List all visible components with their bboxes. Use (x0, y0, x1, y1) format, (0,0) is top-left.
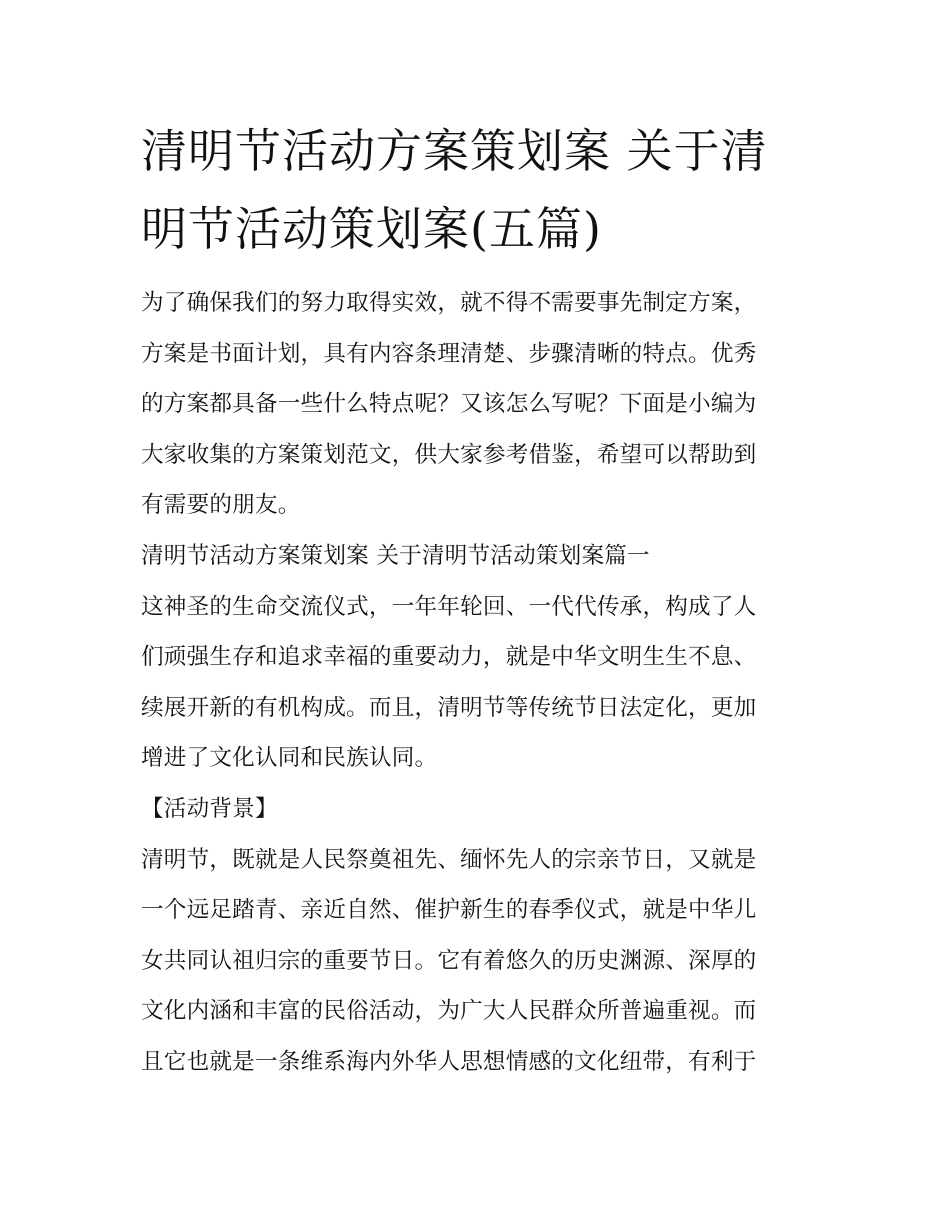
intro-paragraph-line: 为了确保我们的努力取得实效，就不得不需要事先制定方案， (141, 290, 757, 316)
document-title (141, 112, 813, 268)
body-paragraph-line: 续展开新的有机构成。而且，清明节等传统节日法定化，更加 (141, 694, 757, 721)
intro-paragraph-line: 有需要的朋友。 (141, 492, 301, 519)
section-heading: 清明节活动方案策划案 关于清明节活动策划案篇一 (141, 542, 650, 569)
intro-paragraph-line: 的方案都具备一些什么特点呢？又该怎么写呢？下面是小编为 (141, 391, 757, 418)
body-paragraph-line: 这神圣的生命交流仪式，一年年轮回、一代代传承，构成了人 (141, 593, 757, 620)
body-paragraph-line: 文化内涵和丰富的民俗活动，为广大人民群众所普遍重视。而 (141, 998, 757, 1025)
body-paragraph-line: 一个远足踏青、亲近自然、催护新生的春季仪式，就是中华儿 (141, 897, 757, 924)
intro-paragraph-line: 方案是书面计划，具有内容条理清楚、步骤清晰的特点。优秀 (141, 340, 757, 367)
body-paragraph-line: 且它也就是一条维系海内外华人思想情感的文化纽带，有利于 (141, 1048, 757, 1075)
subsection-heading: 【活动背景】 (141, 795, 278, 822)
document-body (141, 278, 813, 1088)
title-line: 明节活动策划案(五篇) (141, 202, 602, 256)
body-paragraph-line: 们顽强生存和追求幸福的重要动力，就是中华文明生生不息、 (141, 644, 757, 671)
title-line: 清明节活动方案策划案 关于清 (141, 124, 768, 178)
body-paragraph-line: 清明节，既就是人民祭奠祖先、缅怀先人的宗亲节日，又就是 (141, 846, 757, 873)
body-paragraph-line: 增进了文化认同和民族认同。 (141, 745, 438, 772)
document-page (141, 112, 813, 1088)
intro-paragraph-line: 大家收集的方案策划范文，供大家参考借鉴，希望可以帮助到 (141, 441, 757, 468)
body-paragraph-line: 女共同认祖归宗的重要节日。它有着悠久的历史渊源、深厚的 (141, 947, 757, 974)
